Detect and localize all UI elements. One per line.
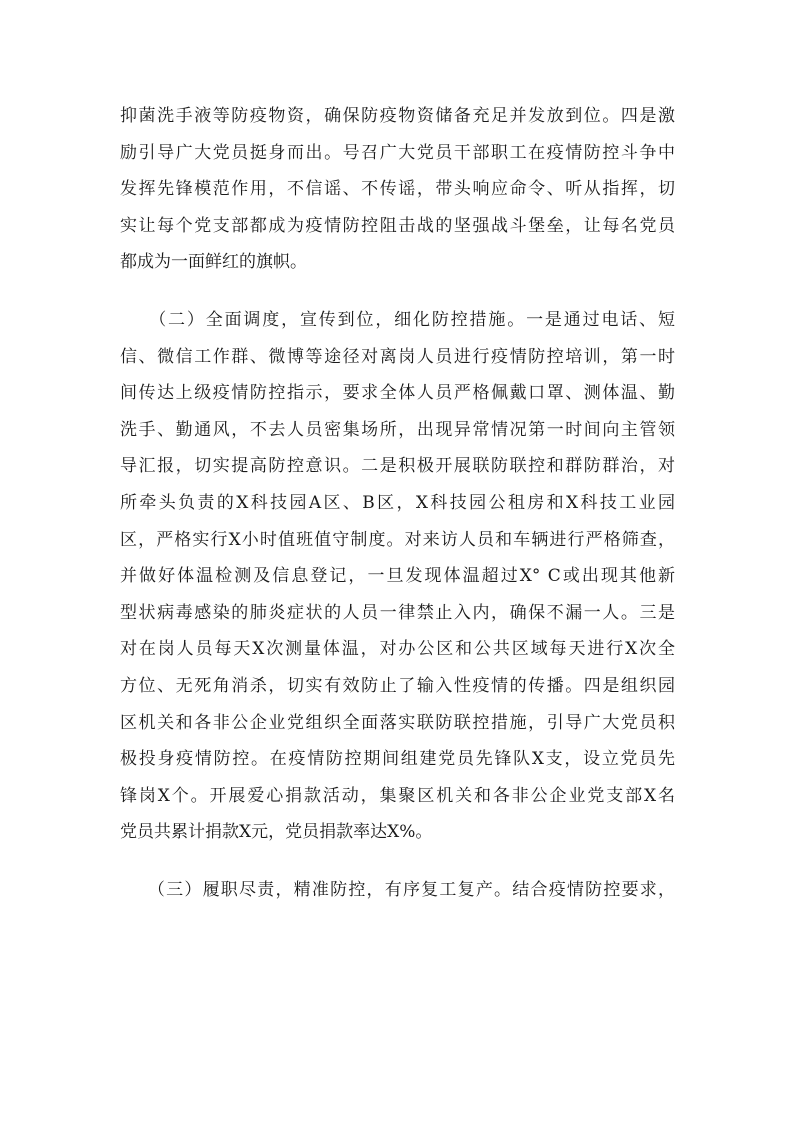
text-line: （二）全面调度，宣传到位，细化防控措施。一是通过电话、短 [120,309,675,330]
text-line: 发挥先锋模范作用，不信谣、不传谣，带头响应命令、听从指挥，切 [120,179,675,200]
text-line: 都成为一面鲜红的旗帜。 [120,252,307,273]
text-line: 区，严格实行X小时值班值守制度。对来访人员和车辆进行严格筛查， [120,529,675,550]
text-line: 方位、无死角消杀，切实有效防止了输入性疫情的传播。四是组织园 [120,675,675,696]
text-line: （三）履职尽责，精准防控，有序复工复产。结合疫情防控要求， [120,879,675,900]
text-line: 导汇报，切实提高防控意识。二是积极开展联防联控和群防群治，对 [120,456,675,477]
text-line: 抑菌洗手液等防疫物资，确保防疫物资储备充足并发放到位。四是激 [120,106,675,126]
text-line: 实让每个党支部都成为疫情防控阻击战的坚强战斗堡垒，让每名党员 [120,215,675,236]
paragraph-1 [120,98,675,281]
text-line: 洗手、勤通风，不去人员密集场所，出现异常情况第一时间向主管领 [120,419,675,440]
paragraph-2 [120,302,675,851]
text-line: 锋岗X个。开展爱心捐款活动，集聚区机关和各非公企业党支部X名 [120,785,675,806]
text-line: 所牵头负责的X科技园A区、B区，X科技园公租房和X科技工业园 [120,492,675,513]
text-line: 区机关和各非公企业党组织全面落实联防联控措施，引导广大党员积 [120,712,675,733]
document-body [120,98,675,908]
paragraph-spacer [120,281,675,302]
text-line: 对在岗人员每天X次测量体温，对办公区和公共区域每天进行X次全 [120,639,675,660]
paragraph-3 [120,872,675,909]
text-line: 并做好体温检测及信息登记，一旦发现体温超过X° C或出现其他新 [120,566,675,587]
text-line: 型状病毒感染的肺炎症状的人员一律禁止入内，确保不漏一人。三是 [120,602,675,623]
text-line: 极投身疫情防控。在疫情防控期间组建党员先锋队X支，设立党员先 [120,749,675,770]
paragraph-spacer [120,851,675,872]
text-line: 励引导广大党员挺身而出。号召广大党员干部职工在疫情防控斗争中 [120,142,675,163]
text-line: 间传达上级疫情防控指示，要求全体人员严格佩戴口罩、测体温、勤 [120,383,675,404]
text-line: 信、微信工作群、微博等途径对离岗人员进行疫情防控培训，第一时 [120,346,675,367]
text-line: 党员共累计捐款X元，党员捐款率达X%。 [120,822,433,843]
